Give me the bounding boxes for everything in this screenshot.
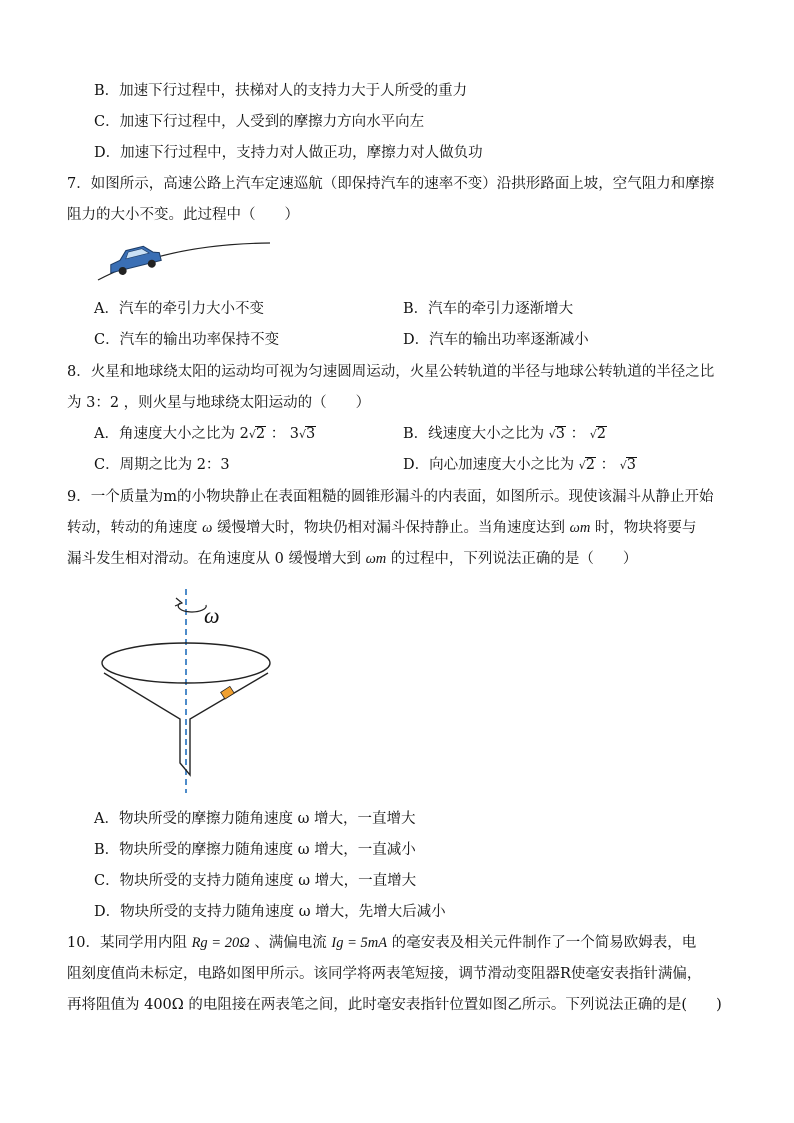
radicand: 2 xyxy=(255,426,266,442)
q8-stem-line2: 为 3：2 ，则火星与地球绕太阳运动的（ ） xyxy=(67,395,371,411)
q7-stem-line2: 阻力的大小不变。此过程中（ ） xyxy=(67,207,299,223)
q10-line1-part: 、满偏电流 xyxy=(254,935,327,951)
omega-m-symbol: ωm xyxy=(365,551,387,567)
omega-symbol: ω xyxy=(202,520,213,536)
q7-option-c: C．汽车的输出功率保持不变 xyxy=(94,332,280,348)
car-icon xyxy=(106,243,162,278)
q8-option-d: D．向心加速度大小之比为 √2 ： √3 xyxy=(403,457,636,473)
block-icon xyxy=(221,686,235,699)
q8-option-b: B．线速度大小之比为 √3 ： √2 xyxy=(403,426,606,442)
q10-stem-line2: 阻刻度值尚未标定，电路如图甲所示。该同学将两表笔短接，调节滑动变阻器R使毫安表指针满偏， xyxy=(67,966,702,982)
radicand: 3 xyxy=(306,426,316,442)
q9-line3-part: 的过程中，下列说法正确的是（ ） xyxy=(390,551,638,567)
q9-line3-part: 漏斗发生相对滑动。在角速度从 0 缓慢增大到 xyxy=(67,551,361,567)
radicand: 3 xyxy=(626,457,636,473)
radicand: 2 xyxy=(596,426,606,442)
q8-option-d-text: D．向心加速度大小之比为 xyxy=(403,457,575,473)
radicand: 3 xyxy=(555,426,566,442)
omega-m-symbol: ωm xyxy=(569,520,591,536)
q9-option-c: C．物块所受的支持力随角速度 ω 增大，一直增大 xyxy=(94,873,417,889)
q7-option-a: A．汽车的牵引力大小不变 xyxy=(94,301,264,317)
q8-option-a-text: A．角速度大小之比为 xyxy=(94,426,235,442)
q10-line1-part: 的毫安表及相关元件制作了一个简易欧姆表，电 xyxy=(391,935,697,951)
q6-option-c: C．加速下行过程中，人受到的摩擦力方向水平向左 xyxy=(94,114,425,130)
coef: 3 xyxy=(289,426,300,442)
q8-option-c: C．周期之比为 2：3 xyxy=(94,457,230,473)
q8-option-b-text: B．线速度大小之比为 xyxy=(403,426,545,442)
q9-option-d: D．物块所受的支持力随角速度 ω 增大，先增大后减小 xyxy=(94,904,446,920)
q9-stem-line1: 9．一个质量为m的小物块静止在表面粗糙的圆锥形漏斗的内表面，如图所示。现使该漏斗从静止开始 xyxy=(67,489,714,505)
q8-option-a: A．角速度大小之比为 2√2 ： 3√3 xyxy=(94,426,316,442)
q9-line2-part: 缓慢增大时，物块仍相对漏斗保持静止。当角速度达到 xyxy=(216,520,565,536)
q9-stem-line3 xyxy=(67,549,637,569)
coef: 2 xyxy=(239,426,249,442)
ig-value: Ig = 5mA xyxy=(331,935,388,951)
funnel-figure xyxy=(96,585,286,795)
q10-line1-part: 10．某同学用内阻 xyxy=(67,935,187,951)
q9-option-b: B．物块所受的摩擦力随角速度 ω 增大，一直减小 xyxy=(94,842,416,858)
q10-stem-line1 xyxy=(67,933,696,953)
q9-stem-line2 xyxy=(67,518,696,538)
q9-line2-part: 时，物块将要与 xyxy=(594,520,697,536)
q7-stem-line1: 7．如图所示，高速公路上汽车定速巡航（即保持汽车的速率不变）沿拱形路面上坡，空气阻力和摩擦 xyxy=(67,176,715,192)
omega-label: ω xyxy=(204,603,220,628)
ratio-sep: ： xyxy=(600,457,616,473)
q6-option-d: D．加速下行过程中，支持力对人做正功，摩擦力对人做负功 xyxy=(94,145,483,161)
radicand: 2 xyxy=(585,457,595,473)
ratio-sep: ： xyxy=(270,426,286,442)
car-on-hill-figure xyxy=(96,236,276,284)
q7-option-b: B．汽车的牵引力逐渐增大 xyxy=(403,301,574,317)
q8-stem-line1: 8．火星和地球绕太阳的运动均可视为匀速圆周运动，火星公转轨道的半径与地球公转轨道的半径之比 xyxy=(67,364,715,380)
q10-stem-line3: 再将阻值为 400Ω 的电阻接在两表笔之间，此时毫安表指针位置如图乙所示。下列说法正确的是( ) xyxy=(67,997,722,1013)
q7-option-d: D．汽车的输出功率逐渐减小 xyxy=(403,332,589,348)
q9-option-a: A．物块所受的摩擦力随角速度 ω 增大，一直增大 xyxy=(94,811,416,827)
ratio-sep: ： xyxy=(570,426,586,442)
q9-line2-part: 转动，转动的角速度 xyxy=(67,520,198,536)
rotation-arrow xyxy=(178,603,206,612)
q6-option-b: B．加速下行过程中，扶梯对人的支持力大于人所受的重力 xyxy=(94,83,468,99)
rg-value: Rg = 20Ω xyxy=(191,935,250,951)
